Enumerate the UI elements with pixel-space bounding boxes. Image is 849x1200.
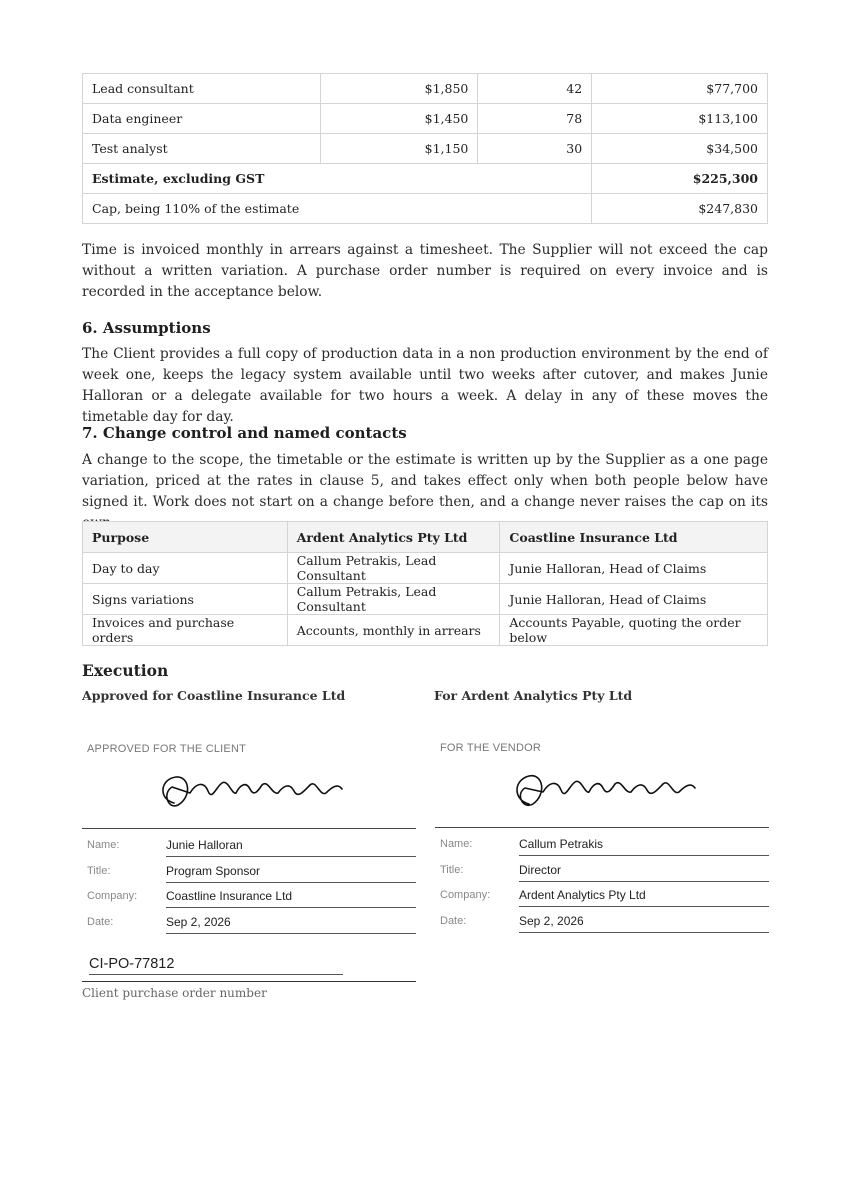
table-row bbox=[83, 553, 768, 584]
title-label: Title: bbox=[440, 864, 464, 876]
cap-value: $247,830 bbox=[592, 194, 768, 224]
date-label: Date: bbox=[440, 915, 467, 927]
estimate-label: Estimate, excluding GST bbox=[83, 164, 592, 194]
supplier-contact-cell: Callum Petrakis, Lead Consultant bbox=[287, 553, 500, 584]
rate-cell: $1,850 bbox=[320, 74, 478, 104]
company-label: Company: bbox=[87, 890, 138, 902]
title-value: Program Sponsor bbox=[166, 862, 416, 883]
client-signature-role: APPROVED FOR THE CLIENT bbox=[87, 743, 247, 755]
section-7-body: A change to the scope, the timetable or the estimate is written up by the Supplier as a one page variation, priced at the rates in clause 5, and takes effect only when both people below have signed it. Work does not start on a change before then, and a change never raises the cap on its bbox=[82, 452, 768, 510]
invoicing-paragraph: Time is invoiced monthly in arrears against a timesheet. The Supplier will not exceed the cap without a written variation. A purchase order number is required on every invoice and is recorded in the acceptance below. bbox=[82, 242, 768, 300]
amount-cell: $34,500 bbox=[592, 134, 768, 164]
cap-label: Cap, being 110% of the estimate bbox=[83, 194, 592, 224]
title-label: Title: bbox=[87, 865, 111, 877]
company-value: Coastline Insurance Ltd bbox=[166, 887, 416, 908]
section-6-body: The Client provides a full copy of production data in a non production environment by the end of week one, keeps the legacy system available until two weeks after cutover, and makes Junie Halloran or a delegate available for two hours a week. A delay in any of these moves the timetable day for day. bbox=[82, 346, 768, 425]
name-label: Name: bbox=[87, 839, 120, 851]
date-value: Sep 2, 2026 bbox=[519, 912, 769, 933]
rate-cell: $1,150 bbox=[320, 134, 478, 164]
rates-table bbox=[82, 73, 768, 224]
section-6-heading: 6. Assumptions bbox=[82, 319, 211, 337]
vendor-signature-role: FOR THE VENDOR bbox=[440, 742, 541, 754]
company-row bbox=[440, 886, 769, 906]
company-label: Company: bbox=[440, 889, 491, 901]
date-row bbox=[440, 912, 769, 932]
signature-line bbox=[82, 828, 416, 829]
days-cell: 42 bbox=[478, 74, 592, 104]
purpose-cell: Invoices and purchase orders bbox=[83, 615, 288, 646]
name-value: Callum Petrakis bbox=[519, 835, 769, 856]
role-cell: Lead consultant bbox=[83, 74, 321, 104]
amount-cell: $77,700 bbox=[592, 74, 768, 104]
estimate-value: $225,300 bbox=[592, 164, 768, 194]
title-row bbox=[440, 861, 769, 881]
date-value: Sep 2, 2026 bbox=[166, 913, 416, 934]
column-header: Coastline Insurance Ltd bbox=[500, 522, 768, 553]
table-row bbox=[83, 74, 768, 104]
vendor-signature-block bbox=[435, 742, 765, 932]
purchase-order-caption: Client purchase order number bbox=[82, 986, 267, 1000]
client-signature-mark bbox=[154, 767, 354, 817]
title-row bbox=[87, 862, 416, 882]
date-row bbox=[87, 913, 416, 933]
date-label: Date: bbox=[87, 916, 114, 928]
column-header: Ardent Analytics Pty Ltd bbox=[287, 522, 500, 553]
name-label: Name: bbox=[440, 838, 473, 850]
name-row bbox=[440, 835, 769, 855]
purpose-cell: Signs variations bbox=[83, 584, 288, 615]
estimate-row bbox=[83, 164, 768, 194]
cap-row bbox=[83, 194, 768, 224]
section-7-heading: 7. Change control and named contacts bbox=[82, 424, 407, 442]
vendor-party-caption: For Ardent Analytics Pty Ltd bbox=[434, 688, 633, 703]
amount-cell: $113,100 bbox=[592, 104, 768, 134]
supplier-contact-cell: Accounts, monthly in arrears bbox=[287, 615, 500, 646]
table-header-row bbox=[83, 522, 768, 553]
client-party-caption: Approved for Coastline Insurance Ltd bbox=[82, 688, 346, 703]
company-value: Ardent Analytics Pty Ltd bbox=[519, 886, 769, 907]
days-cell: 78 bbox=[478, 104, 592, 134]
role-cell: Test analyst bbox=[83, 134, 321, 164]
rate-cell: $1,450 bbox=[320, 104, 478, 134]
table-row bbox=[83, 584, 768, 615]
role-cell: Data engineer bbox=[83, 104, 321, 134]
client-signature-block bbox=[82, 743, 412, 933]
client-contact-cell: Accounts Payable, quoting the order below bbox=[500, 615, 768, 646]
company-row bbox=[87, 887, 416, 907]
vendor-signature-mark bbox=[507, 766, 707, 816]
column-header: Purpose bbox=[83, 522, 288, 553]
client-contact-cell: Junie Halloran, Head of Claims bbox=[500, 553, 768, 584]
table-row bbox=[83, 104, 768, 134]
execution-heading: Execution bbox=[82, 661, 169, 680]
purchase-order-rule bbox=[82, 981, 416, 982]
name-value: Junie Halloran bbox=[166, 836, 416, 857]
table-row bbox=[83, 134, 768, 164]
days-cell: 30 bbox=[478, 134, 592, 164]
purpose-cell: Day to day bbox=[83, 553, 288, 584]
supplier-contact-cell: Callum Petrakis, Lead Consultant bbox=[287, 584, 500, 615]
purchase-order-number: CI-PO-77812 bbox=[89, 956, 343, 975]
contacts-table bbox=[82, 521, 768, 646]
name-row bbox=[87, 836, 416, 856]
table-row bbox=[83, 615, 768, 646]
signature-line bbox=[435, 827, 769, 828]
title-value: Director bbox=[519, 861, 769, 882]
client-contact-cell: Junie Halloran, Head of Claims bbox=[500, 584, 768, 615]
